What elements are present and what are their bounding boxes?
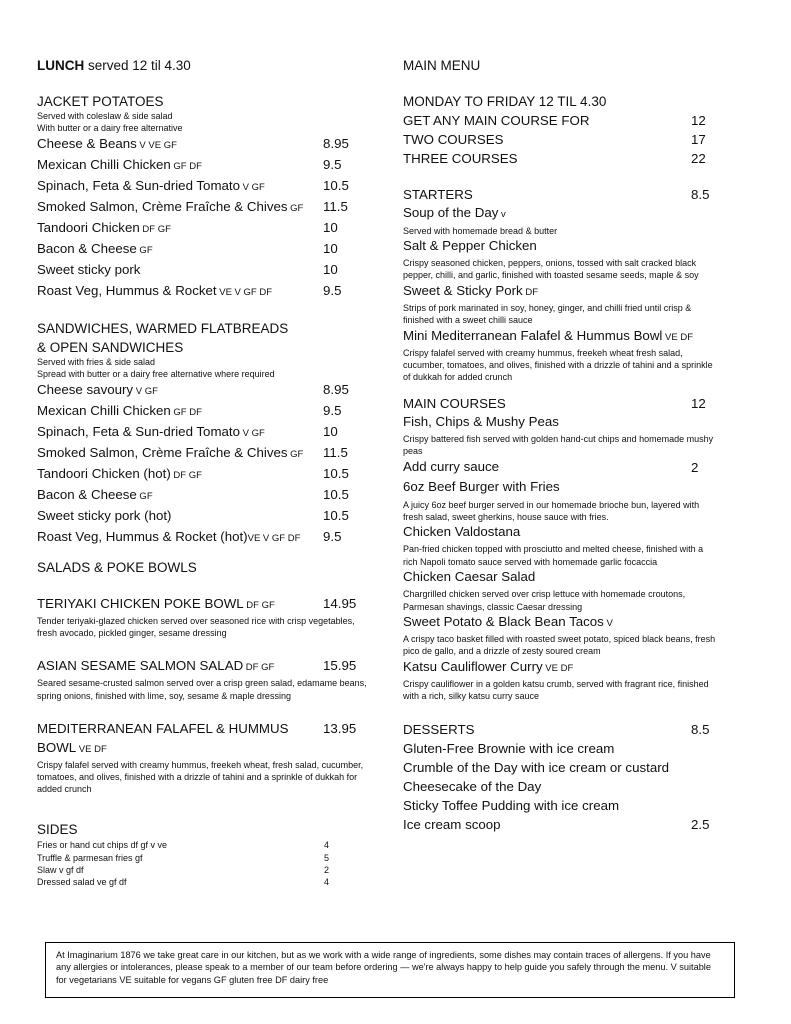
- salad-description: Tender teriyaki-glazed chicken served over seasoned rice with crisp vegetables, fresh avocado, pickled ginger, sesame dressing: [37, 616, 355, 639]
- item-price: 9.5: [323, 283, 342, 298]
- item-name-text: Chicken Valdostana: [403, 523, 521, 539]
- mains-heading: MAIN COURSES 12: [403, 395, 706, 411]
- side-price: 2: [323, 864, 329, 875]
- menu-item: [37, 218, 369, 239]
- item-description: Crispy cauliflower in a golden katsu crumb, served with fragrant rice, finished with a rich, silky katsu curry sauce: [403, 679, 709, 702]
- starter-list: [403, 204, 719, 384]
- deal-item: [403, 111, 719, 130]
- item-name: [37, 197, 307, 218]
- item-dietary-tag: V GF: [240, 428, 265, 439]
- item-dietary-tag: DF GF: [139, 224, 171, 235]
- item-name-text: Tandoori Chicken (hot): [37, 466, 171, 481]
- item-name-text: Mexican Chilli Chicken: [37, 403, 171, 418]
- salad-name-text: ASIAN SESAME SALMON SALAD: [37, 658, 244, 674]
- salad-name: [37, 656, 317, 677]
- item-dietary-tag: GF DF: [170, 407, 202, 418]
- deal-name: GET ANY MAIN COURSE FOR: [403, 113, 590, 128]
- side-price: 4: [323, 840, 329, 851]
- menu-item: [37, 527, 369, 548]
- item-dietary-tag: GF: [136, 491, 153, 502]
- sandwich-list: [37, 380, 369, 548]
- menu-item: [37, 134, 369, 155]
- item-name-text: Roast Veg, Hummus & Rocket: [37, 283, 217, 298]
- desserts-heading: DESSERTS 8.5: [403, 721, 710, 737]
- item-name: [37, 422, 307, 443]
- salad-description: Crispy falafel served with creamy hummus, freekeh wheat, fresh salad, cucumber, tomatoes, and olives, finished with a drizzle of tahini and a sprinkle of dukkah for added crunch: [37, 759, 364, 795]
- item-price: 9.5: [323, 529, 342, 544]
- dessert-item: [403, 815, 719, 834]
- side-name: Fries or hand cut chips df gf v ve: [37, 840, 168, 851]
- menu-item: [403, 204, 719, 225]
- item-name: [37, 506, 307, 527]
- salad-description: Seared sesame-crusted salmon served over a crisp green salad, edamame beans, spring onions, finished with lime, soy, sesame & maple dressing: [37, 678, 367, 701]
- menu-item: [403, 523, 719, 544]
- item-name: [403, 568, 535, 589]
- item-name: [403, 613, 613, 634]
- side-name: Dressed salad ve gf df: [37, 877, 127, 888]
- item-name: [37, 443, 307, 464]
- dessert-price: 2.5: [691, 816, 710, 832]
- side-item: [37, 852, 329, 864]
- item-name-text: Cheese savoury: [37, 382, 134, 397]
- salad-price: 15.95: [323, 658, 357, 674]
- item-name: [37, 464, 307, 485]
- item-dietary-tag: V VE GF: [136, 140, 177, 151]
- item-name: [403, 237, 537, 258]
- deal-list: [403, 111, 719, 168]
- item-price: 10.5: [323, 508, 349, 523]
- sides-list: [37, 839, 369, 888]
- item-name: [37, 485, 307, 506]
- dessert-item: [403, 739, 719, 758]
- item-dietary-tag: GF: [287, 449, 304, 460]
- item-name-text: Spinach, Feta & Sun-dried Tomato: [37, 424, 241, 439]
- item-price: 8.95: [323, 136, 349, 151]
- menu-item: [403, 237, 719, 258]
- item-description: Chargrilled chicken served over crisp lettuce with homemade croutons, Parmesan shavings, classic Caesar dressing: [403, 589, 686, 612]
- salad-price: 13.95: [323, 720, 357, 736]
- dessert-price: [691, 796, 719, 815]
- salad-name-text: MEDITERRANEAN FALAFEL & HUMMUS BOWL: [37, 720, 289, 755]
- salad-name: [37, 719, 317, 759]
- item-name-text: Chicken Caesar Salad: [403, 568, 536, 584]
- item-name-text: Sweet Potato & Black Bean Tacos: [403, 613, 604, 629]
- deal-price: 17: [691, 132, 706, 147]
- deal-price: 12: [691, 113, 706, 128]
- menu-item: [37, 380, 369, 401]
- salad-item: [37, 594, 369, 615]
- sandwiches-sub-1: Served with fries & side salad: [37, 357, 156, 367]
- item-dietary-tag: VE V GF DF: [247, 533, 301, 544]
- item-dietary-tag: DF: [522, 286, 539, 298]
- dessert-name: Sticky Toffee Pudding with ice cream: [403, 797, 620, 813]
- side-name: Slaw v gf df: [37, 864, 84, 875]
- item-name-text: Tandoori Chicken: [37, 220, 140, 235]
- item-name: [403, 413, 559, 434]
- item-name-text: Roast Veg, Hummus & Rocket (hot): [37, 529, 248, 544]
- item-name-text: Smoked Salmon, Crème Fraîche & Chives: [37, 199, 288, 214]
- item-dietary-tag: GF: [136, 245, 153, 256]
- menu-item: [37, 464, 369, 485]
- dessert-item: [403, 796, 719, 815]
- menu-item: [403, 478, 719, 499]
- deal-price: 22: [691, 151, 706, 166]
- salad-list: [37, 594, 369, 812]
- item-price: 10.5: [323, 487, 349, 502]
- salad-dietary-tag: DF GF: [243, 600, 275, 611]
- dessert-name: Cheesecake of the Day: [403, 778, 542, 794]
- item-price: 11.5: [323, 199, 348, 214]
- item-price: 10: [323, 424, 338, 439]
- item-name: [37, 218, 307, 239]
- item-name: [37, 281, 307, 302]
- menu-item: [403, 327, 719, 348]
- item-dietary-tag: DF GF: [170, 470, 202, 481]
- item-name-text: Mexican Chilli Chicken: [37, 157, 171, 172]
- item-name: [403, 658, 573, 679]
- menu-item: [37, 239, 369, 260]
- menu-item: [37, 506, 369, 527]
- item-name-text: Sweet sticky pork: [37, 262, 141, 277]
- item-name: [403, 523, 520, 544]
- item-name-text: Cheese & Beans: [37, 136, 137, 151]
- allergen-footer: At Imaginarium 1876 we take great care in our kitchen, but as we work with a wide range of ingredients, some dishes may contain traces of allergens. If you have any allergies or intolerances, please speak to a member of our team before ordering — we're always happy to help guide you safely through the menu. V suitable for vegetarians VE suitable for vegans GF gluten free DF dairy free: [45, 942, 735, 998]
- item-name: [37, 401, 307, 422]
- jacket-sub-1: Served with coleslaw & side salad: [37, 111, 173, 121]
- item-price: 10: [323, 262, 338, 277]
- right-column: [403, 56, 719, 834]
- item-price: 2: [691, 459, 699, 475]
- side-name: Truffle & parmesan fries gf: [37, 852, 143, 863]
- item-name-text: Bacon & Cheese: [37, 241, 137, 256]
- item-name: [37, 155, 307, 176]
- item-name: [37, 134, 307, 155]
- item-price: 9.5: [323, 403, 342, 418]
- jacket-list: [37, 134, 369, 302]
- item-name-text: Sweet sticky pork (hot): [37, 508, 172, 523]
- menu-item: [403, 282, 719, 303]
- side-price: 4: [323, 877, 329, 888]
- salad-name-text: TERIYAKI CHICKEN POKE BOWL: [37, 596, 244, 611]
- salads-heading: SALADS & POKE BOWLS: [37, 560, 197, 575]
- menu-item: [37, 260, 369, 281]
- main-list: [403, 413, 719, 703]
- item-dietary-tag: V GF: [133, 386, 158, 397]
- item-name: [403, 458, 499, 479]
- item-dietary-tag: v: [498, 209, 506, 220]
- menu-item: [37, 401, 369, 422]
- salad-name: [37, 594, 317, 615]
- item-price: 10: [323, 220, 338, 235]
- dessert-list: [403, 739, 719, 834]
- menu-item: [403, 413, 719, 434]
- item-dietary-tag: GF: [287, 203, 304, 214]
- menu-item: [37, 443, 369, 464]
- item-name-text: Add curry sauce: [403, 458, 500, 474]
- item-dietary-tag: VE DF: [542, 662, 574, 674]
- salad-dietary-tag: VE DF: [76, 743, 107, 755]
- side-price: 5: [323, 852, 329, 863]
- salad-dietary-tag: DF GF: [243, 662, 275, 674]
- side-item: [37, 864, 329, 876]
- dessert-price: [691, 758, 719, 777]
- left-column: [37, 56, 369, 888]
- item-price: 10.5: [323, 466, 349, 481]
- item-name-text: 6oz Beef Burger with Fries: [403, 479, 560, 495]
- jacket-potatoes-heading: JACKET POTATOES: [37, 94, 164, 109]
- deal-name: THREE COURSES: [403, 151, 518, 166]
- deal-name: TWO COURSES: [403, 132, 504, 147]
- item-name: [37, 239, 307, 260]
- item-name-text: Mini Mediterranean Falafel & Hummus Bowl: [403, 327, 663, 343]
- item-name-text: Spinach, Feta & Sun-dried Tomato: [37, 178, 241, 193]
- item-name: [403, 478, 560, 499]
- item-name-text: Katsu Cauliflower Curry: [403, 658, 543, 674]
- salad-price: 14.95: [323, 596, 357, 611]
- menu-item: [403, 568, 719, 589]
- menu-item: [37, 155, 369, 176]
- menu-item: [37, 176, 369, 197]
- item-dietary-tag: GF DF: [170, 161, 202, 172]
- item-description: Served with homemade bread & butter: [403, 225, 558, 236]
- sandwiches-sub-2: Spread with butter or a dairy free alternative where required: [37, 368, 275, 379]
- dessert-name: Gluten-Free Brownie with ice cream: [403, 740, 615, 756]
- item-name: [403, 282, 538, 303]
- item-dietary-tag: V: [603, 617, 613, 629]
- menu-item: [403, 658, 719, 679]
- item-name-text: Bacon & Cheese: [37, 487, 137, 502]
- item-description: Crispy battered fish served with golden hand-cut chips and homemade mushy peas: [403, 434, 714, 457]
- salad-item: [37, 719, 369, 759]
- sandwiches-heading-1: SANDWICHES, WARMED FLATBREADS: [37, 321, 289, 336]
- item-description: Crispy falafel served with creamy hummus, freekeh wheat fresh salad, cucumber, tomatoes, and olives, finished with a drizzle of tahini and a sprinkle of dukkah for added crunch: [403, 348, 713, 383]
- main-menu-heading: MAIN MENU: [403, 58, 481, 73]
- dessert-item: [403, 777, 719, 796]
- menu-item: [37, 281, 369, 302]
- side-item: [37, 876, 329, 888]
- item-name: [37, 380, 307, 401]
- dessert-name: Ice cream scoop: [403, 816, 501, 832]
- item-price: 8.95: [323, 382, 349, 397]
- dessert-price: [691, 739, 719, 758]
- item-dietary-tag: VE V GF DF: [216, 287, 273, 298]
- item-price: 9.5: [323, 157, 342, 172]
- item-description: Crispy seasoned chicken, peppers, onions, tossed with salt cracked black pepper, chilli, and garlic, finished with toasted sesame seeds, maple & soy: [403, 258, 699, 281]
- menu-item: [37, 197, 369, 218]
- item-price: 10: [323, 241, 338, 256]
- menu-item: [403, 458, 719, 479]
- side-item: [37, 839, 329, 851]
- dessert-name: Crumble of the Day with ice cream or custard: [403, 759, 670, 775]
- item-price: 10.5: [323, 178, 349, 193]
- jacket-sub-2: With butter or a dairy free alternative: [37, 122, 183, 133]
- item-dietary-tag: V GF: [240, 182, 265, 193]
- item-price: 11.5: [323, 445, 348, 460]
- deal-item: [403, 130, 719, 149]
- dessert-price: [691, 777, 719, 796]
- item-name: [37, 260, 307, 281]
- item-name-text: Smoked Salmon, Crème Fraîche & Chives: [37, 445, 288, 460]
- deal-item: [403, 149, 719, 168]
- sandwiches-heading-2: & OPEN SANDWICHES: [37, 340, 184, 355]
- item-name: [37, 527, 307, 548]
- item-name: [403, 327, 693, 348]
- item-name-text: Soup of the Day: [403, 205, 499, 220]
- starters-heading: STARTERS 8.5: [403, 187, 710, 202]
- dessert-item: [403, 758, 719, 777]
- item-name: [403, 204, 506, 225]
- item-name-text: Salt & Pepper Chicken: [403, 237, 537, 253]
- salad-item: [37, 656, 369, 677]
- item-description: Strips of pork marinated in soy, honey, ginger, and chilli fried until crisp & finished with a sweet chilli sauce: [403, 303, 692, 326]
- deal-heading: MONDAY TO FRIDAY 12 TIL 4.30: [403, 94, 607, 109]
- item-description: Pan-fried chicken topped with prosciutto and melted cheese, finished with a rich Napoli tomato sauce served with homemade garlic focaccia: [403, 544, 704, 567]
- menu-item: [403, 613, 719, 634]
- sides-heading: SIDES: [37, 822, 78, 838]
- item-description: A juicy 6oz beef burger served in our homemade brioche bun, layered with fresh salad, sweet gherkins, house sauce with fries.: [403, 499, 700, 522]
- menu-item: [37, 485, 369, 506]
- lunch-title: LUNCH served 12 til 4.30: [37, 58, 191, 73]
- item-name-text: Sweet & Sticky Pork: [403, 282, 523, 298]
- item-dietary-tag: VE DF: [662, 331, 694, 343]
- item-name: [37, 176, 307, 197]
- item-name-text: Fish, Chips & Mushy Peas: [403, 413, 559, 429]
- menu-item: [37, 422, 369, 443]
- item-description: A crispy taco basket filled with roasted sweet potato, spiced black beans, fresh pico de gallo, and a drizzle of zesty soured cream: [403, 634, 716, 657]
